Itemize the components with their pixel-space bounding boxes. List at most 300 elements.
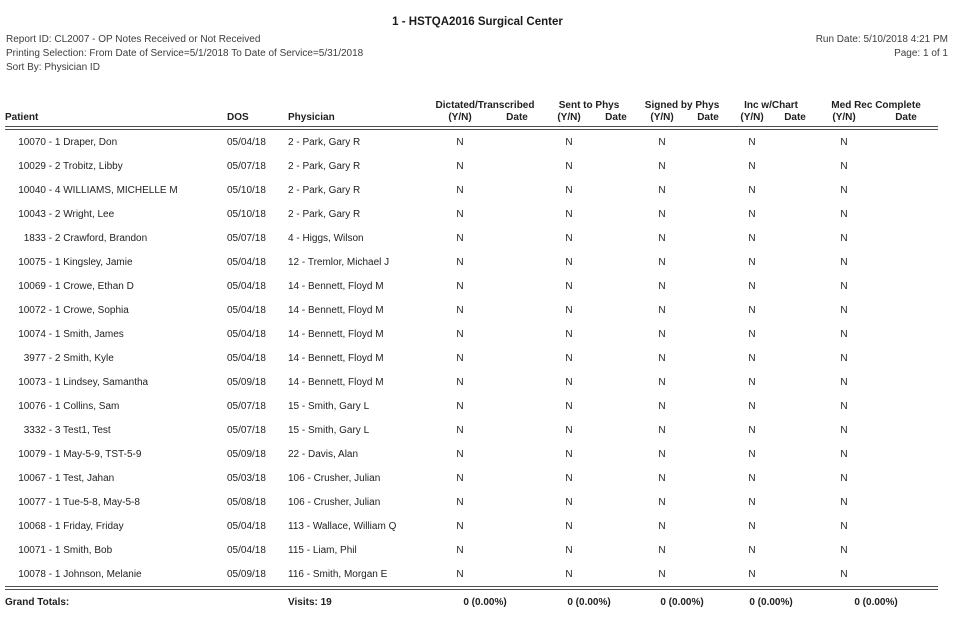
col-header-signed-by-phys: Signed by Phys (644, 100, 720, 111)
subheader-yn: (Y/N) (814, 112, 874, 129)
physician-cell: 115 - Liam, Phil (288, 544, 357, 556)
table-row (5, 202, 938, 226)
med-rec-complete-date-cell (874, 562, 938, 588)
sent-to-phys-yn-cell: N (565, 328, 573, 340)
patient-cell (5, 370, 227, 394)
med-rec-complete-date-cell (874, 394, 938, 418)
table-row (5, 490, 938, 514)
grand-totals-label: Grand Totals: (5, 588, 227, 615)
med-rec-complete-yn-cell: N (840, 496, 848, 508)
dos-cell: 05/10/18 (227, 184, 266, 196)
patient-name: 2 Wright, Lee (54, 208, 115, 220)
signed-by-phys-date-cell (688, 298, 728, 322)
patient-id: 10043 (18, 208, 46, 220)
sent-to-phys-date-cell (596, 538, 636, 562)
patient-separator: - (46, 304, 55, 316)
patient-id: 3977 (23, 352, 46, 364)
sent-to-phys-yn-cell: N (565, 520, 573, 532)
med-rec-complete-date-cell (874, 322, 938, 346)
inc-w-chart-date-cell (776, 562, 814, 588)
physician-cell: 2 - Park, Gary R (288, 160, 361, 172)
patient-name: 1 Lindsey, Samantha (54, 376, 149, 388)
signed-by-phys-date-cell (688, 154, 728, 178)
subheader-yn: (Y/N) (728, 112, 776, 129)
patient-id: 10075 (18, 256, 46, 268)
med-rec-complete-date-cell (874, 298, 938, 322)
inc-w-chart-date-cell (776, 128, 814, 154)
dos-cell: 05/09/18 (227, 448, 266, 460)
dictated-transcribed-yn-cell: N (456, 280, 464, 292)
patient-separator: - (46, 472, 55, 484)
table-row (5, 466, 938, 490)
signed-by-phys-yn-cell: N (658, 448, 666, 460)
patient-separator: - (46, 328, 55, 340)
dictated-transcribed-date-cell (492, 370, 542, 394)
med-rec-complete-yn-cell: N (840, 328, 848, 340)
physician-cell: 15 - Smith, Gary L (288, 400, 370, 412)
patient-name: 1 Johnson, Melanie (54, 568, 142, 580)
inc-w-chart-date-cell (776, 466, 814, 490)
patient-name: 4 WILLIAMS, MICHELLE M (54, 184, 178, 196)
patient-id: 3332 (23, 424, 46, 436)
signed-by-phys-yn-cell: N (658, 568, 666, 580)
col-header-patient: Patient (5, 100, 227, 128)
physician-cell: 106 - Crusher, Julian (288, 472, 381, 484)
inc-w-chart-date-cell (776, 250, 814, 274)
sent-to-phys-yn-cell: N (565, 232, 573, 244)
sent-to-phys-date-cell (596, 274, 636, 298)
dictated-transcribed-yn-cell: N (456, 328, 464, 340)
physician-cell: 4 - Higgs, Wilson (288, 232, 364, 244)
sent-to-phys-yn-cell: N (565, 472, 573, 484)
signed-by-phys-yn-cell: N (658, 424, 666, 436)
patient-cell (5, 538, 227, 562)
med-rec-complete-date-cell (874, 370, 938, 394)
inc-w-chart-date-cell (776, 370, 814, 394)
dictated-transcribed-yn-cell: N (456, 568, 464, 580)
signed-by-phys-yn-cell: N (658, 280, 666, 292)
table-row (5, 514, 938, 538)
dictated-transcribed-yn-cell: N (456, 208, 464, 220)
med-rec-complete-yn-cell: N (840, 544, 848, 556)
patient-id: 10079 (18, 448, 46, 460)
sent-to-phys-yn-cell: N (565, 424, 573, 436)
patient-cell (5, 226, 227, 250)
grand-total-med-rec-complete: 0 (0.00%) (814, 588, 938, 615)
dictated-transcribed-yn-cell: N (456, 256, 464, 268)
patient-id: 10071 (18, 544, 46, 556)
inc-w-chart-yn-cell: N (748, 136, 756, 148)
patient-name: 1 Smith, James (54, 328, 124, 340)
signed-by-phys-date-cell (688, 418, 728, 442)
sent-to-phys-date-cell (596, 226, 636, 250)
sent-to-phys-date-cell (596, 514, 636, 538)
signed-by-phys-yn-cell: N (658, 520, 666, 532)
report-id-line: Report ID: CL2007 - OP Notes Received or Not Received (6, 34, 261, 45)
patient-separator: - (46, 376, 55, 388)
dictated-transcribed-date-cell (492, 418, 542, 442)
inc-w-chart-date-cell (776, 538, 814, 562)
physician-cell: 2 - Park, Gary R (288, 208, 361, 220)
sent-to-phys-yn-cell: N (565, 304, 573, 316)
patient-id: 10068 (18, 520, 46, 532)
subheader-yn: (Y/N) (542, 112, 596, 129)
dictated-transcribed-date-cell (492, 202, 542, 226)
med-rec-complete-date-cell (874, 202, 938, 226)
grand-total-dictated-transcribed: 0 (0.00%) (428, 588, 542, 615)
patient-separator: - (46, 184, 55, 196)
inc-w-chart-date-cell (776, 202, 814, 226)
patient-id: 10073 (18, 376, 46, 388)
dictated-transcribed-yn-cell: N (456, 520, 464, 532)
table-row (5, 250, 938, 274)
dos-cell: 05/07/18 (227, 400, 266, 412)
physician-cell: 113 - Wallace, William Q (288, 520, 397, 532)
patient-name: 2 Trobitz, Libby (54, 160, 123, 172)
patient-cell (5, 154, 227, 178)
patient-id: 10077 (18, 496, 46, 508)
signed-by-phys-date-cell (688, 538, 728, 562)
dictated-transcribed-yn-cell: N (456, 136, 464, 148)
dos-cell: 05/08/18 (227, 496, 266, 508)
patient-name: 1 Draper, Don (54, 136, 118, 148)
dos-cell: 05/09/18 (227, 376, 266, 388)
table-row (5, 394, 938, 418)
signed-by-phys-date-cell (688, 466, 728, 490)
col-header-dos: DOS (227, 100, 282, 128)
run-date-line: Run Date: 5/10/2018 4:21 PM (815, 34, 948, 45)
report-meta (0, 28, 955, 75)
signed-by-phys-date-cell (688, 514, 728, 538)
dictated-transcribed-yn-cell: N (456, 424, 464, 436)
inc-w-chart-date-cell (776, 298, 814, 322)
sent-to-phys-date-cell (596, 250, 636, 274)
dictated-transcribed-date-cell (492, 154, 542, 178)
med-rec-complete-yn-cell: N (840, 376, 848, 388)
patient-separator: - (46, 352, 55, 364)
subheader-date: Date (688, 112, 728, 129)
inc-w-chart-yn-cell: N (748, 184, 756, 196)
inc-w-chart-yn-cell: N (748, 280, 756, 292)
patient-id: 10078 (18, 568, 46, 580)
table-header (5, 100, 938, 128)
col-header-med-rec-complete: Med Rec Complete (831, 100, 921, 111)
signed-by-phys-yn-cell: N (658, 496, 666, 508)
signed-by-phys-date-cell (688, 128, 728, 154)
report-meta-left (6, 33, 363, 75)
patient-id: 10029 (18, 160, 46, 172)
dictated-transcribed-yn-cell: N (456, 304, 464, 316)
inc-w-chart-date-cell (776, 514, 814, 538)
col-header-sent-to-phys: Sent to Phys (558, 100, 620, 111)
dictated-transcribed-yn-cell: N (456, 232, 464, 244)
patient-separator: - (46, 520, 55, 532)
sent-to-phys-date-cell (596, 154, 636, 178)
patient-cell (5, 274, 227, 298)
dos-cell: 05/03/18 (227, 472, 266, 484)
signed-by-phys-yn-cell: N (658, 472, 666, 484)
patient-name: 1 Crowe, Ethan D (54, 280, 134, 292)
physician-cell: 14 - Bennett, Floyd M (288, 280, 384, 292)
table-row (5, 154, 938, 178)
med-rec-complete-yn-cell: N (840, 160, 848, 172)
sent-to-phys-yn-cell: N (565, 376, 573, 388)
signed-by-phys-yn-cell: N (658, 136, 666, 148)
med-rec-complete-date-cell (874, 514, 938, 538)
inc-w-chart-date-cell (776, 322, 814, 346)
dictated-transcribed-date-cell (492, 274, 542, 298)
inc-w-chart-yn-cell: N (748, 208, 756, 220)
signed-by-phys-yn-cell: N (658, 304, 666, 316)
signed-by-phys-yn-cell: N (658, 544, 666, 556)
dos-cell: 05/07/18 (227, 160, 266, 172)
patient-name: 1 Smith, Bob (54, 544, 113, 556)
printing-selection-line: Printing Selection: From Date of Service=5/1/2018 To Date of Service=5/31/2018 (6, 48, 364, 59)
grand-total-signed-by-phys: 0 (0.00%) (636, 588, 728, 615)
grand-totals-visits: Visits: 19 (282, 588, 428, 615)
med-rec-complete-yn-cell: N (840, 520, 848, 532)
med-rec-complete-date-cell (874, 274, 938, 298)
signed-by-phys-date-cell (688, 226, 728, 250)
col-header-physician: Physician (282, 100, 428, 128)
dos-cell: 05/10/18 (227, 208, 266, 220)
patient-name: 2 Crawford, Brandon (54, 232, 148, 244)
inc-w-chart-date-cell (776, 154, 814, 178)
patient-cell (5, 394, 227, 418)
inc-w-chart-yn-cell: N (748, 448, 756, 460)
med-rec-complete-yn-cell: N (840, 232, 848, 244)
inc-w-chart-yn-cell: N (748, 544, 756, 556)
patient-separator: - (46, 136, 55, 148)
physician-cell: 12 - Tremlor, Michael J (288, 256, 390, 268)
patient-name: 1 Friday, Friday (54, 520, 124, 532)
inc-w-chart-date-cell (776, 394, 814, 418)
table-row (5, 178, 938, 202)
inc-w-chart-date-cell (776, 442, 814, 466)
sent-to-phys-yn-cell: N (565, 280, 573, 292)
grand-totals-row (5, 588, 938, 615)
patient-separator: - (46, 160, 55, 172)
table-row (5, 226, 938, 250)
patient-cell (5, 514, 227, 538)
patient-cell (5, 178, 227, 202)
inc-w-chart-yn-cell: N (748, 424, 756, 436)
signed-by-phys-yn-cell: N (658, 328, 666, 340)
subheader-date: Date (874, 112, 938, 129)
patient-name: 1 Tue-5-8, May-5-8 (54, 496, 140, 508)
signed-by-phys-date-cell (688, 490, 728, 514)
patient-separator: - (46, 496, 55, 508)
med-rec-complete-yn-cell: N (840, 184, 848, 196)
med-rec-complete-yn-cell: N (840, 568, 848, 580)
sent-to-phys-yn-cell: N (565, 256, 573, 268)
signed-by-phys-yn-cell: N (658, 400, 666, 412)
physician-cell: 15 - Smith, Gary L (288, 424, 370, 436)
inc-w-chart-yn-cell: N (748, 328, 756, 340)
table-row (5, 128, 938, 154)
table-row (5, 370, 938, 394)
inc-w-chart-yn-cell: N (748, 520, 756, 532)
dictated-transcribed-yn-cell: N (456, 376, 464, 388)
med-rec-complete-date-cell (874, 418, 938, 442)
inc-w-chart-yn-cell: N (748, 376, 756, 388)
dos-cell: 05/09/18 (227, 568, 266, 580)
inc-w-chart-yn-cell: N (748, 304, 756, 316)
col-header-dictated-transcribed: Dictated/Transcribed (435, 100, 535, 111)
report-meta-right (816, 33, 948, 61)
dos-cell: 05/04/18 (227, 328, 266, 340)
sent-to-phys-date-cell (596, 490, 636, 514)
med-rec-complete-date-cell (874, 128, 938, 154)
patient-separator: - (46, 568, 55, 580)
sort-by-line: Sort By: Physician ID (6, 62, 100, 73)
patient-cell (5, 250, 227, 274)
table-row (5, 418, 938, 442)
page-number-line: Page: 1 of 1 (894, 48, 948, 59)
sent-to-phys-yn-cell: N (565, 400, 573, 412)
table-row (5, 442, 938, 466)
inc-w-chart-date-cell (776, 274, 814, 298)
patient-name: 1 Crowe, Sophia (54, 304, 129, 316)
med-rec-complete-yn-cell: N (840, 304, 848, 316)
patient-separator: - (46, 400, 55, 412)
patient-separator: - (46, 256, 55, 268)
sent-to-phys-date-cell (596, 128, 636, 154)
sent-to-phys-date-cell (596, 370, 636, 394)
signed-by-phys-yn-cell: N (658, 256, 666, 268)
sent-to-phys-date-cell (596, 394, 636, 418)
signed-by-phys-date-cell (688, 562, 728, 588)
inc-w-chart-date-cell (776, 178, 814, 202)
physician-cell: 22 - Davis, Alan (288, 448, 359, 460)
table-row (5, 274, 938, 298)
dos-cell: 05/04/18 (227, 352, 266, 364)
patient-separator: - (46, 544, 55, 556)
inc-w-chart-date-cell (776, 346, 814, 370)
patient-name: 1 Kingsley, Jamie (54, 256, 133, 268)
dos-cell: 05/04/18 (227, 256, 266, 268)
sent-to-phys-yn-cell: N (565, 496, 573, 508)
inc-w-chart-yn-cell: N (748, 352, 756, 364)
inc-w-chart-yn-cell: N (748, 568, 756, 580)
subheader-yn: (Y/N) (428, 112, 492, 129)
sent-to-phys-date-cell (596, 178, 636, 202)
signed-by-phys-date-cell (688, 442, 728, 466)
signed-by-phys-yn-cell: N (658, 376, 666, 388)
patient-separator: - (46, 280, 55, 292)
sent-to-phys-yn-cell: N (565, 208, 573, 220)
physician-cell: 2 - Park, Gary R (288, 136, 361, 148)
grand-total-sent-to-phys: 0 (0.00%) (542, 588, 636, 615)
table-row (5, 298, 938, 322)
dictated-transcribed-yn-cell: N (456, 352, 464, 364)
patient-id: 10067 (18, 472, 46, 484)
patient-separator: - (46, 448, 55, 460)
patient-cell (5, 490, 227, 514)
dictated-transcribed-yn-cell: N (456, 448, 464, 460)
signed-by-phys-yn-cell: N (658, 160, 666, 172)
signed-by-phys-date-cell (688, 178, 728, 202)
med-rec-complete-yn-cell: N (840, 280, 848, 292)
patient-cell (5, 466, 227, 490)
dictated-transcribed-yn-cell: N (456, 544, 464, 556)
physician-cell: 14 - Bennett, Floyd M (288, 328, 384, 340)
patient-id: 10076 (18, 400, 46, 412)
med-rec-complete-date-cell (874, 154, 938, 178)
dos-cell: 05/07/18 (227, 424, 266, 436)
inc-w-chart-yn-cell: N (748, 256, 756, 268)
physician-cell: 14 - Bennett, Floyd M (288, 352, 384, 364)
dictated-transcribed-date-cell (492, 250, 542, 274)
sent-to-phys-yn-cell: N (565, 160, 573, 172)
sent-to-phys-date-cell (596, 466, 636, 490)
dictated-transcribed-yn-cell: N (456, 184, 464, 196)
subheader-date: Date (596, 112, 636, 129)
patient-name: 1 Test, Jahan (54, 472, 115, 484)
patient-separator: - (46, 208, 55, 220)
inc-w-chart-yn-cell: N (748, 232, 756, 244)
med-rec-complete-yn-cell: N (840, 136, 848, 148)
sent-to-phys-date-cell (596, 562, 636, 588)
signed-by-phys-yn-cell: N (658, 232, 666, 244)
signed-by-phys-date-cell (688, 274, 728, 298)
patient-cell (5, 322, 227, 346)
inc-w-chart-date-cell (776, 490, 814, 514)
sent-to-phys-yn-cell: N (565, 136, 573, 148)
signed-by-phys-date-cell (688, 322, 728, 346)
physician-cell: 14 - Bennett, Floyd M (288, 376, 384, 388)
dictated-transcribed-date-cell (492, 466, 542, 490)
dictated-transcribed-date-cell (492, 562, 542, 588)
patient-cell (5, 442, 227, 466)
physician-cell: 116 - Smith, Morgan E (288, 568, 388, 580)
inc-w-chart-date-cell (776, 226, 814, 250)
physician-cell: 2 - Park, Gary R (288, 184, 361, 196)
patient-cell (5, 202, 227, 226)
patient-id: 10040 (18, 184, 46, 196)
dos-cell: 05/07/18 (227, 232, 266, 244)
med-rec-complete-date-cell (874, 538, 938, 562)
sent-to-phys-yn-cell: N (565, 352, 573, 364)
dictated-transcribed-yn-cell: N (456, 496, 464, 508)
dictated-transcribed-date-cell (492, 322, 542, 346)
sent-to-phys-date-cell (596, 442, 636, 466)
patient-name: 3 Test1, Test (54, 424, 111, 436)
dos-cell: 05/04/18 (227, 544, 266, 556)
grand-totals-dos-cell (227, 588, 282, 615)
signed-by-phys-date-cell (688, 346, 728, 370)
sent-to-phys-date-cell (596, 322, 636, 346)
med-rec-complete-yn-cell: N (840, 400, 848, 412)
med-rec-complete-date-cell (874, 442, 938, 466)
grand-total-inc-w-chart: 0 (0.00%) (728, 588, 814, 615)
patient-separator: - (46, 424, 55, 436)
signed-by-phys-date-cell (688, 202, 728, 226)
dictated-transcribed-date-cell (492, 394, 542, 418)
signed-by-phys-yn-cell: N (658, 352, 666, 364)
patient-id: 10070 (18, 136, 46, 148)
col-header-inc-w-chart: Inc w/Chart (744, 100, 798, 111)
dictated-transcribed-date-cell (492, 178, 542, 202)
signed-by-phys-date-cell (688, 394, 728, 418)
patient-id: 10069 (18, 280, 46, 292)
med-rec-complete-date-cell (874, 466, 938, 490)
signed-by-phys-date-cell (688, 370, 728, 394)
patient-cell (5, 418, 227, 442)
signed-by-phys-yn-cell: N (658, 184, 666, 196)
med-rec-complete-yn-cell: N (840, 424, 848, 436)
med-rec-complete-date-cell (874, 346, 938, 370)
